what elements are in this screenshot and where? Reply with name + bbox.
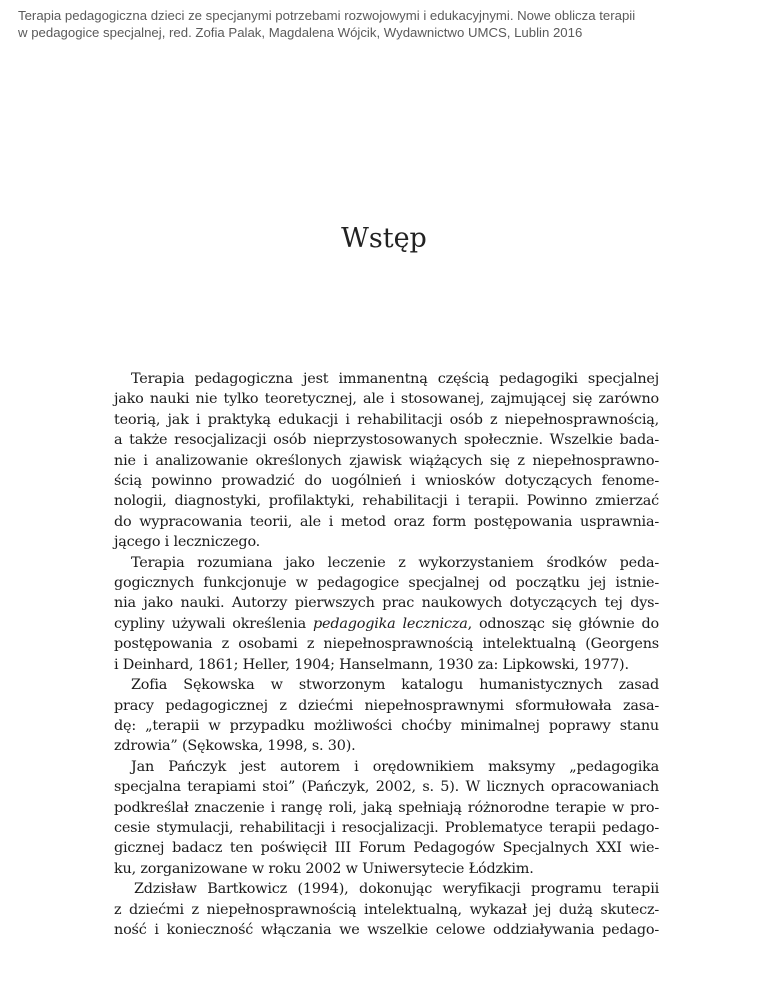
text-line: nie i analizowanie określonych zjawisk wiążących się z niepełnosprawno- bbox=[114, 452, 659, 469]
text-line: podkreślał znaczenie i rangę roli, jaką spełniają różnorodne terapie w pro- bbox=[114, 799, 659, 816]
text-line: Terapia rozumiana jako leczenie z wykorzystaniem środków peda- bbox=[131, 554, 659, 571]
text-line: do wypracowania teorii, ale i metod oraz form postępowania usprawnia- bbox=[114, 513, 659, 530]
text-line: gicznej badacz ten poświęcił III Forum Pedagogów Specjalnych XXI wie- bbox=[114, 840, 659, 857]
text-line: zdrowia” (Sękowska, 1998, s. 30). bbox=[114, 738, 356, 755]
paragraph-1 bbox=[114, 369, 659, 553]
paragraph-3 bbox=[114, 675, 659, 757]
text-line: dę: „terapii w przypadku możliwości choćby minimalnej poprawy stanu bbox=[114, 717, 659, 734]
italic-term: pedagogika lecznicza bbox=[313, 615, 468, 632]
text-line: jącego i leczniczego. bbox=[114, 534, 261, 551]
text-line: cesie stymulacji, rehabilitacji i resocjalizacji. Problematyce terapii pedago- bbox=[114, 819, 659, 836]
text-run: cypliny używali określenia bbox=[114, 615, 314, 632]
text-line: ność i konieczność włączania we wszelkie celowe oddziaływania pedago- bbox=[114, 921, 659, 938]
source-citation-header bbox=[18, 7, 758, 41]
text-line: nia jako nauki. Autorzy pierwszych prac naukowych dotyczących tej dys- bbox=[114, 595, 659, 612]
text-line: jako nauki nie tylko teoretycznej, ale i stosowanej, zajmującej się zarówno bbox=[114, 391, 659, 408]
text-line: Zofia Sękowska w stworzonym katalogu humanistycznych zasad bbox=[131, 677, 659, 694]
citation-line-2: w pedagogice specjalnej, red. Zofia Palak, Magdalena Wójcik, Wydawnictwo UMCS, Lublin 2016 bbox=[18, 25, 583, 40]
text-line: a także resocjalizacji osób nieprzystosowanych społecznie. Wszelkie bada- bbox=[114, 432, 659, 449]
text-line: z dziećmi z niepełnosprawnością intelektualną, wykazał jej dużą skutecz- bbox=[114, 901, 659, 918]
text-line: Zdzisław Bartkowicz (1994), dokonując weryfikacji programu terapii bbox=[134, 881, 659, 898]
text-line: ścią powinno prowadzić do uogólnień i wniosków dotyczących fenome- bbox=[114, 473, 659, 490]
text-line: specjalna terapiami stoi” (Pańczyk, 2002, s. 5). W licznych opracowaniach bbox=[114, 779, 659, 796]
text-run: , odnosząc się głównie do bbox=[467, 615, 659, 632]
text-line: pracy pedagogicznej z dziećmi niepełnosprawnymi sformułowała zasa- bbox=[114, 697, 659, 714]
text-line: nologii, diagnostyki, profilaktyki, rehabilitacji i terapii. Powinno zmierzać bbox=[114, 493, 659, 510]
paragraph-5 bbox=[114, 879, 659, 940]
paragraph-2 bbox=[114, 553, 659, 675]
text-line: postępowania z osobami z niepełnosprawnością intelektualną (Georgens bbox=[114, 636, 659, 653]
text-line: gogicznych funkcjonuje w pedagogice specjalnej od początku jej istnie- bbox=[114, 575, 659, 592]
text-line: i Deinhard, 1861; Heller, 1904; Hanselmann, 1930 za: Lipkowski, 1977). bbox=[114, 656, 629, 673]
text-line: Terapia pedagogiczna jest immanentną częścią pedagogiki specjalnej bbox=[131, 371, 659, 387]
text-line-with-italic bbox=[114, 614, 659, 634]
text-line: Jan Pańczyk jest autorem i orędownikiem maksymy „pedagogika bbox=[131, 758, 659, 775]
citation-line-1: Terapia pedagogiczna dzieci ze specjanymi potrzebami rozwojowymi i edukacyjnymi. Nowe oblicza terapii bbox=[18, 8, 636, 23]
text-line: ku, zorganizowane w roku 2002 w Uniwersytecie Łódzkim. bbox=[114, 860, 534, 877]
text-line: teorią, jak i praktyką edukacji i rehabilitacji osób z niepełnosprawnością, bbox=[114, 411, 659, 428]
paragraph-4 bbox=[114, 757, 659, 879]
main-text bbox=[114, 369, 659, 940]
page-title: Wstęp bbox=[341, 223, 427, 254]
